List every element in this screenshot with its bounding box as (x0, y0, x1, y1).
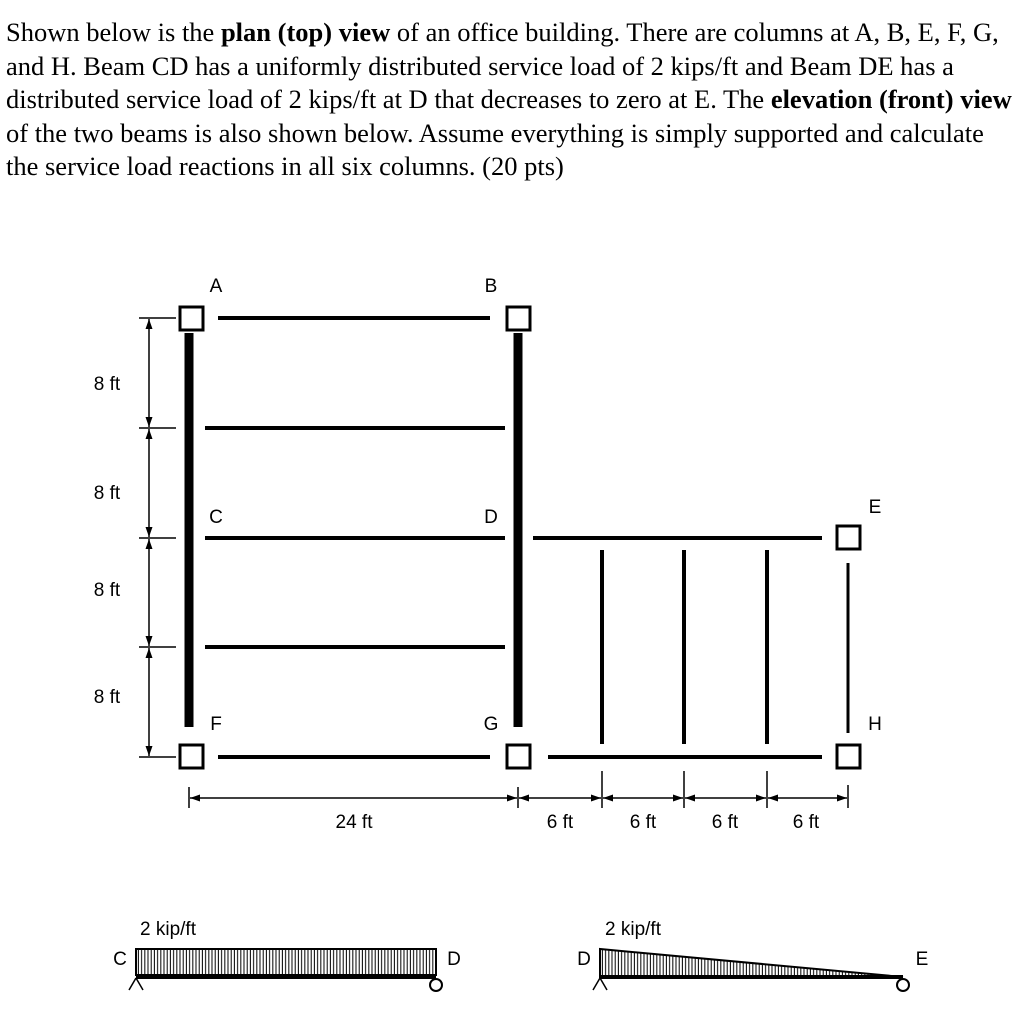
column-h (837, 745, 860, 768)
plan-view (94, 276, 882, 833)
label-g: G (483, 714, 499, 735)
dim-v-3: 8 ft (93, 580, 121, 601)
problem-text-1: Shown below is the (6, 17, 221, 47)
problem-bold-plan-view: plan (top) view (220, 17, 391, 47)
label-e: E (868, 497, 882, 518)
column-g (507, 745, 530, 768)
dim-v-1: 8 ft (93, 374, 121, 395)
pin-support-d (593, 978, 607, 990)
label-d: D (484, 507, 498, 528)
column-e (837, 526, 860, 549)
dim-h-6ft-3: 6 ft (711, 812, 739, 833)
label-c: C (209, 507, 223, 528)
beam-cd-load-label: 2 kip/ft (140, 919, 196, 940)
dim-h-6ft-2: 6 ft (629, 812, 657, 833)
label-f: F (210, 714, 222, 735)
dim-h-6ft-1: 6 ft (546, 812, 574, 833)
beam-de-load-label: 2 kip/ft (605, 919, 661, 940)
elevation-beam-de (577, 919, 928, 991)
beam-de-left-label: D (577, 949, 591, 970)
beam-de-triangular-load (600, 949, 903, 977)
column-f (180, 745, 203, 768)
beam-cd-left-label: C (113, 949, 127, 970)
problem-bold-elevation-view: elevation (front) view (770, 84, 1012, 114)
roller-support-e (897, 979, 909, 991)
pin-support-c (129, 978, 143, 990)
label-a: A (209, 276, 223, 297)
problem-text-3: of the two beams is also shown below. Assume everything is simply supported and calculate the service load reactions in all six columns. (20 pts) (6, 117, 984, 181)
horizontal-dimensions (189, 771, 848, 833)
dim-h-24ft: 24 ft (335, 812, 373, 833)
dim-v-2: 8 ft (93, 483, 121, 504)
column-a (180, 307, 203, 330)
problem-text-2: of an office building. There are columns at A, B, E, F, G, and H. Beam CD has a uniformly distributed service load of 2 kips/ft and Beam DE has a distributed service load of 2 kips/ft at D that decreases to zero at E. The (6, 17, 999, 114)
roller-support-d (430, 979, 442, 991)
label-b: B (484, 276, 498, 297)
beam-cd-right-label: D (447, 949, 461, 970)
column-b (507, 307, 530, 330)
dim-h-6ft-4: 6 ft (792, 812, 820, 833)
vertical-dimensions (94, 318, 176, 757)
beam-cd-distributed-load (136, 949, 436, 975)
dim-v-4: 8 ft (93, 687, 121, 708)
elevation-beam-cd (113, 919, 461, 991)
beam-de-right-label: E (915, 949, 929, 970)
label-h: H (868, 714, 882, 735)
